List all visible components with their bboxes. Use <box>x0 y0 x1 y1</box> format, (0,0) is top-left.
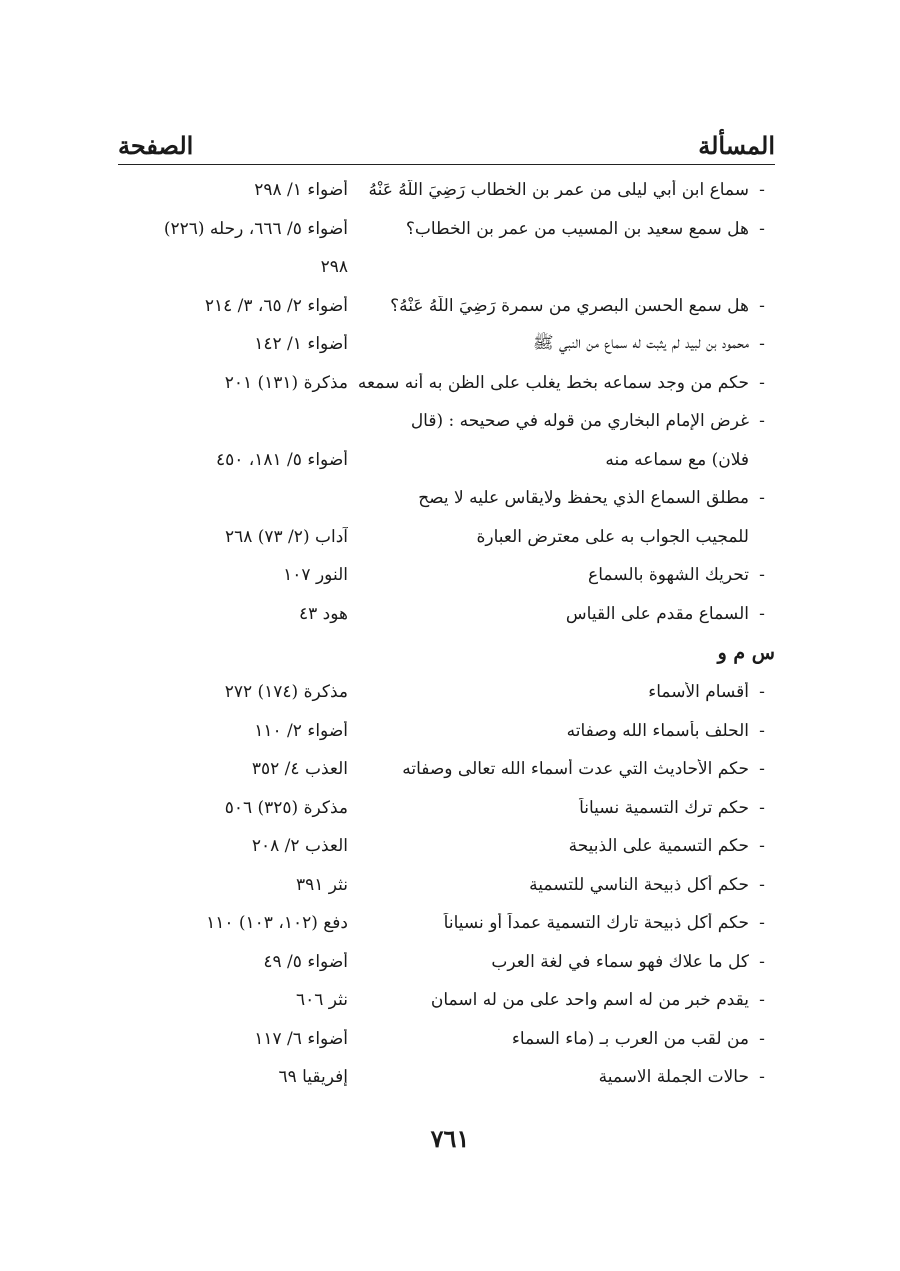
entry-page-reference: نثر ٦٠٦ <box>295 990 348 1011</box>
entry-page-reference: هود ٤٣ <box>299 603 348 624</box>
index-entry-row <box>118 171 775 210</box>
entry-topic: حالات الجملة الاسمية <box>598 1067 749 1088</box>
entry-topic: الحلف بأسماء الله وصفاته <box>566 720 749 741</box>
index-entry-row <box>118 712 775 751</box>
entry-bullet: - <box>759 411 765 432</box>
entry-bullet: - <box>759 372 765 393</box>
index-entry-row <box>118 981 775 1020</box>
index-entry-row <box>118 904 775 943</box>
entry-bullet: - <box>759 180 765 201</box>
entry-page-reference: النور ١٠٧ <box>283 565 348 586</box>
entry-page-reference: مذكرة (١٣١) ٢٠١ <box>224 372 348 393</box>
index-entry-row <box>118 248 775 287</box>
entry-topic: أقسام الأسماء <box>648 682 749 703</box>
entry-topic: هل سمع الحسن البصري من سمرة رَضِيَ اللَّهُ عَنْهُ؟ <box>390 295 749 316</box>
index-entry-row <box>118 943 775 982</box>
entry-page-reference: أضواء ٥/ ١٨١، ٤٥٠ <box>215 449 348 470</box>
entry-page-reference: العذب ٤/ ٣٥٢ <box>251 759 348 780</box>
index-entry-row <box>118 1020 775 1059</box>
index-entry-row <box>118 287 775 326</box>
entry-topic: للمجيب الجواب به على معترض العبارة <box>476 526 749 547</box>
entry-bullet: - <box>759 951 765 972</box>
entry-topic: حكم ترك التسمية نسياناً <box>579 797 749 818</box>
entry-page-reference: نثر ٣٩١ <box>295 874 348 895</box>
entry-topic: هل سمع سعيد بن المسيب من عمر بن الخطاب؟ <box>405 218 749 239</box>
entry-topic: كل ما علاك فهو سماء في لغة العرب <box>491 951 749 972</box>
index-entry-row <box>118 673 775 712</box>
entry-bullet: - <box>759 720 765 741</box>
entry-bullet: - <box>759 682 765 703</box>
entry-topic: حكم من وجد سماعه بخط يغلب على الظن به أنه سمعه <box>357 372 749 393</box>
page-number: ٧٦١ <box>430 1124 470 1153</box>
index-entry-row <box>118 402 775 441</box>
entry-page-reference: أضواء ٢/ ٦٥، ٣/ ٢١٤ <box>204 295 348 316</box>
entry-bullet: - <box>759 218 765 239</box>
index-entry-row <box>118 827 775 866</box>
entry-page-reference: أضواء ٥/ ٤٩ <box>263 951 348 972</box>
header-divider <box>118 164 775 165</box>
entry-page-reference: دفع (١٠٢، ١٠٣) ١١٠ <box>206 913 348 934</box>
index-entry-row <box>118 866 775 905</box>
entry-topic: فلان) مع سماعه منه <box>605 449 749 470</box>
entry-bullet: - <box>759 1067 765 1088</box>
entry-bullet: - <box>759 836 765 857</box>
index-entry-row <box>118 595 775 634</box>
entry-bullet: - <box>759 874 765 895</box>
entry-topic: حكم التسمية على الذبيحة <box>568 836 749 857</box>
entry-topic: حكم الأحاديث التي عدت أسماء الله تعالى وصفاته <box>402 759 749 780</box>
entry-topic: سماع ابن أبي ليلى من عمر بن الخطاب رَضِيَ اللَّهُ عَنْهُ <box>368 180 749 201</box>
index-page <box>118 120 775 1097</box>
index-entry-row <box>118 556 775 595</box>
entry-topic: السماع مقدم على القياس <box>565 603 749 624</box>
entry-bullet: - <box>759 759 765 780</box>
entry-topic: غرض الإمام البخاري من قوله في صحيحه : (قال <box>410 411 749 432</box>
entry-page-reference: أضواء ٦/ ١١٧ <box>254 1028 348 1049</box>
index-entry-row <box>118 789 775 828</box>
entry-bullet: - <box>759 295 765 316</box>
entry-bullet: - <box>759 603 765 624</box>
entry-page-reference: إفريقيا ٦٩ <box>278 1067 348 1088</box>
entry-page-reference: أضواء ٥/ ٦٦٦، رحله (٢٢٦) <box>163 218 348 239</box>
entry-bullet: - <box>759 334 765 355</box>
entry-topic: مطلق السماع الذي يحفظ ولايقاس عليه لا يصح <box>418 488 749 509</box>
entry-topic: يقدم خبر من له اسم واحد على من له اسمان <box>430 990 749 1011</box>
index-entry-row <box>118 479 775 518</box>
entry-bullet: - <box>759 1028 765 1049</box>
entry-page-reference: أضواء ١/ ١٤٢ <box>254 334 348 355</box>
page-column-title: الصفحة <box>118 131 194 160</box>
index-entries <box>118 171 775 1097</box>
entry-bullet: - <box>759 488 765 509</box>
index-entry-row <box>118 518 775 557</box>
entry-topic: حكم أكل ذبيحة الناسي للتسمية <box>529 874 749 895</box>
topic-column-title: المسألة <box>698 131 775 160</box>
entry-topic: من لقب من العرب بـ (ماء السماء <box>511 1028 749 1049</box>
entry-bullet: - <box>759 913 765 934</box>
index-entry-row <box>118 1058 775 1097</box>
entry-topic: محمود بن لبيد لم يثبت له سماع من النبي ﷺ <box>533 332 749 353</box>
index-entry-row <box>118 364 775 403</box>
index-entry-row <box>118 210 775 249</box>
entry-page-reference: أضواء ٢/ ١١٠ <box>254 720 348 741</box>
entry-page-reference: مذكرة (٣٢٥) ٥٠٦ <box>224 797 348 818</box>
index-entry-row <box>118 325 775 364</box>
entry-page-reference: مذكرة (١٧٤) ٢٧٢ <box>224 682 348 703</box>
entry-bullet: - <box>759 990 765 1011</box>
entry-page-reference: العذب ٢/ ٢٠٨ <box>251 836 348 857</box>
entry-topic: حكم أكل ذبيحة تارك التسمية عمداً أو نسياناً <box>443 913 749 934</box>
section-heading: س م و <box>717 642 775 664</box>
index-entry-row <box>118 750 775 789</box>
entry-topic: تحريك الشهوة بالسماع <box>588 565 749 586</box>
index-header <box>118 120 775 164</box>
index-entry-row <box>118 441 775 480</box>
entry-page-reference: آداب (٢/ ٧٣) ٢٦٨ <box>224 526 348 547</box>
entry-page-reference: أضواء ١/ ٢٩٨ <box>254 180 348 201</box>
entry-bullet: - <box>759 565 765 586</box>
entry-bullet: - <box>759 797 765 818</box>
entry-page-reference: ٢٩٨ <box>320 257 348 278</box>
